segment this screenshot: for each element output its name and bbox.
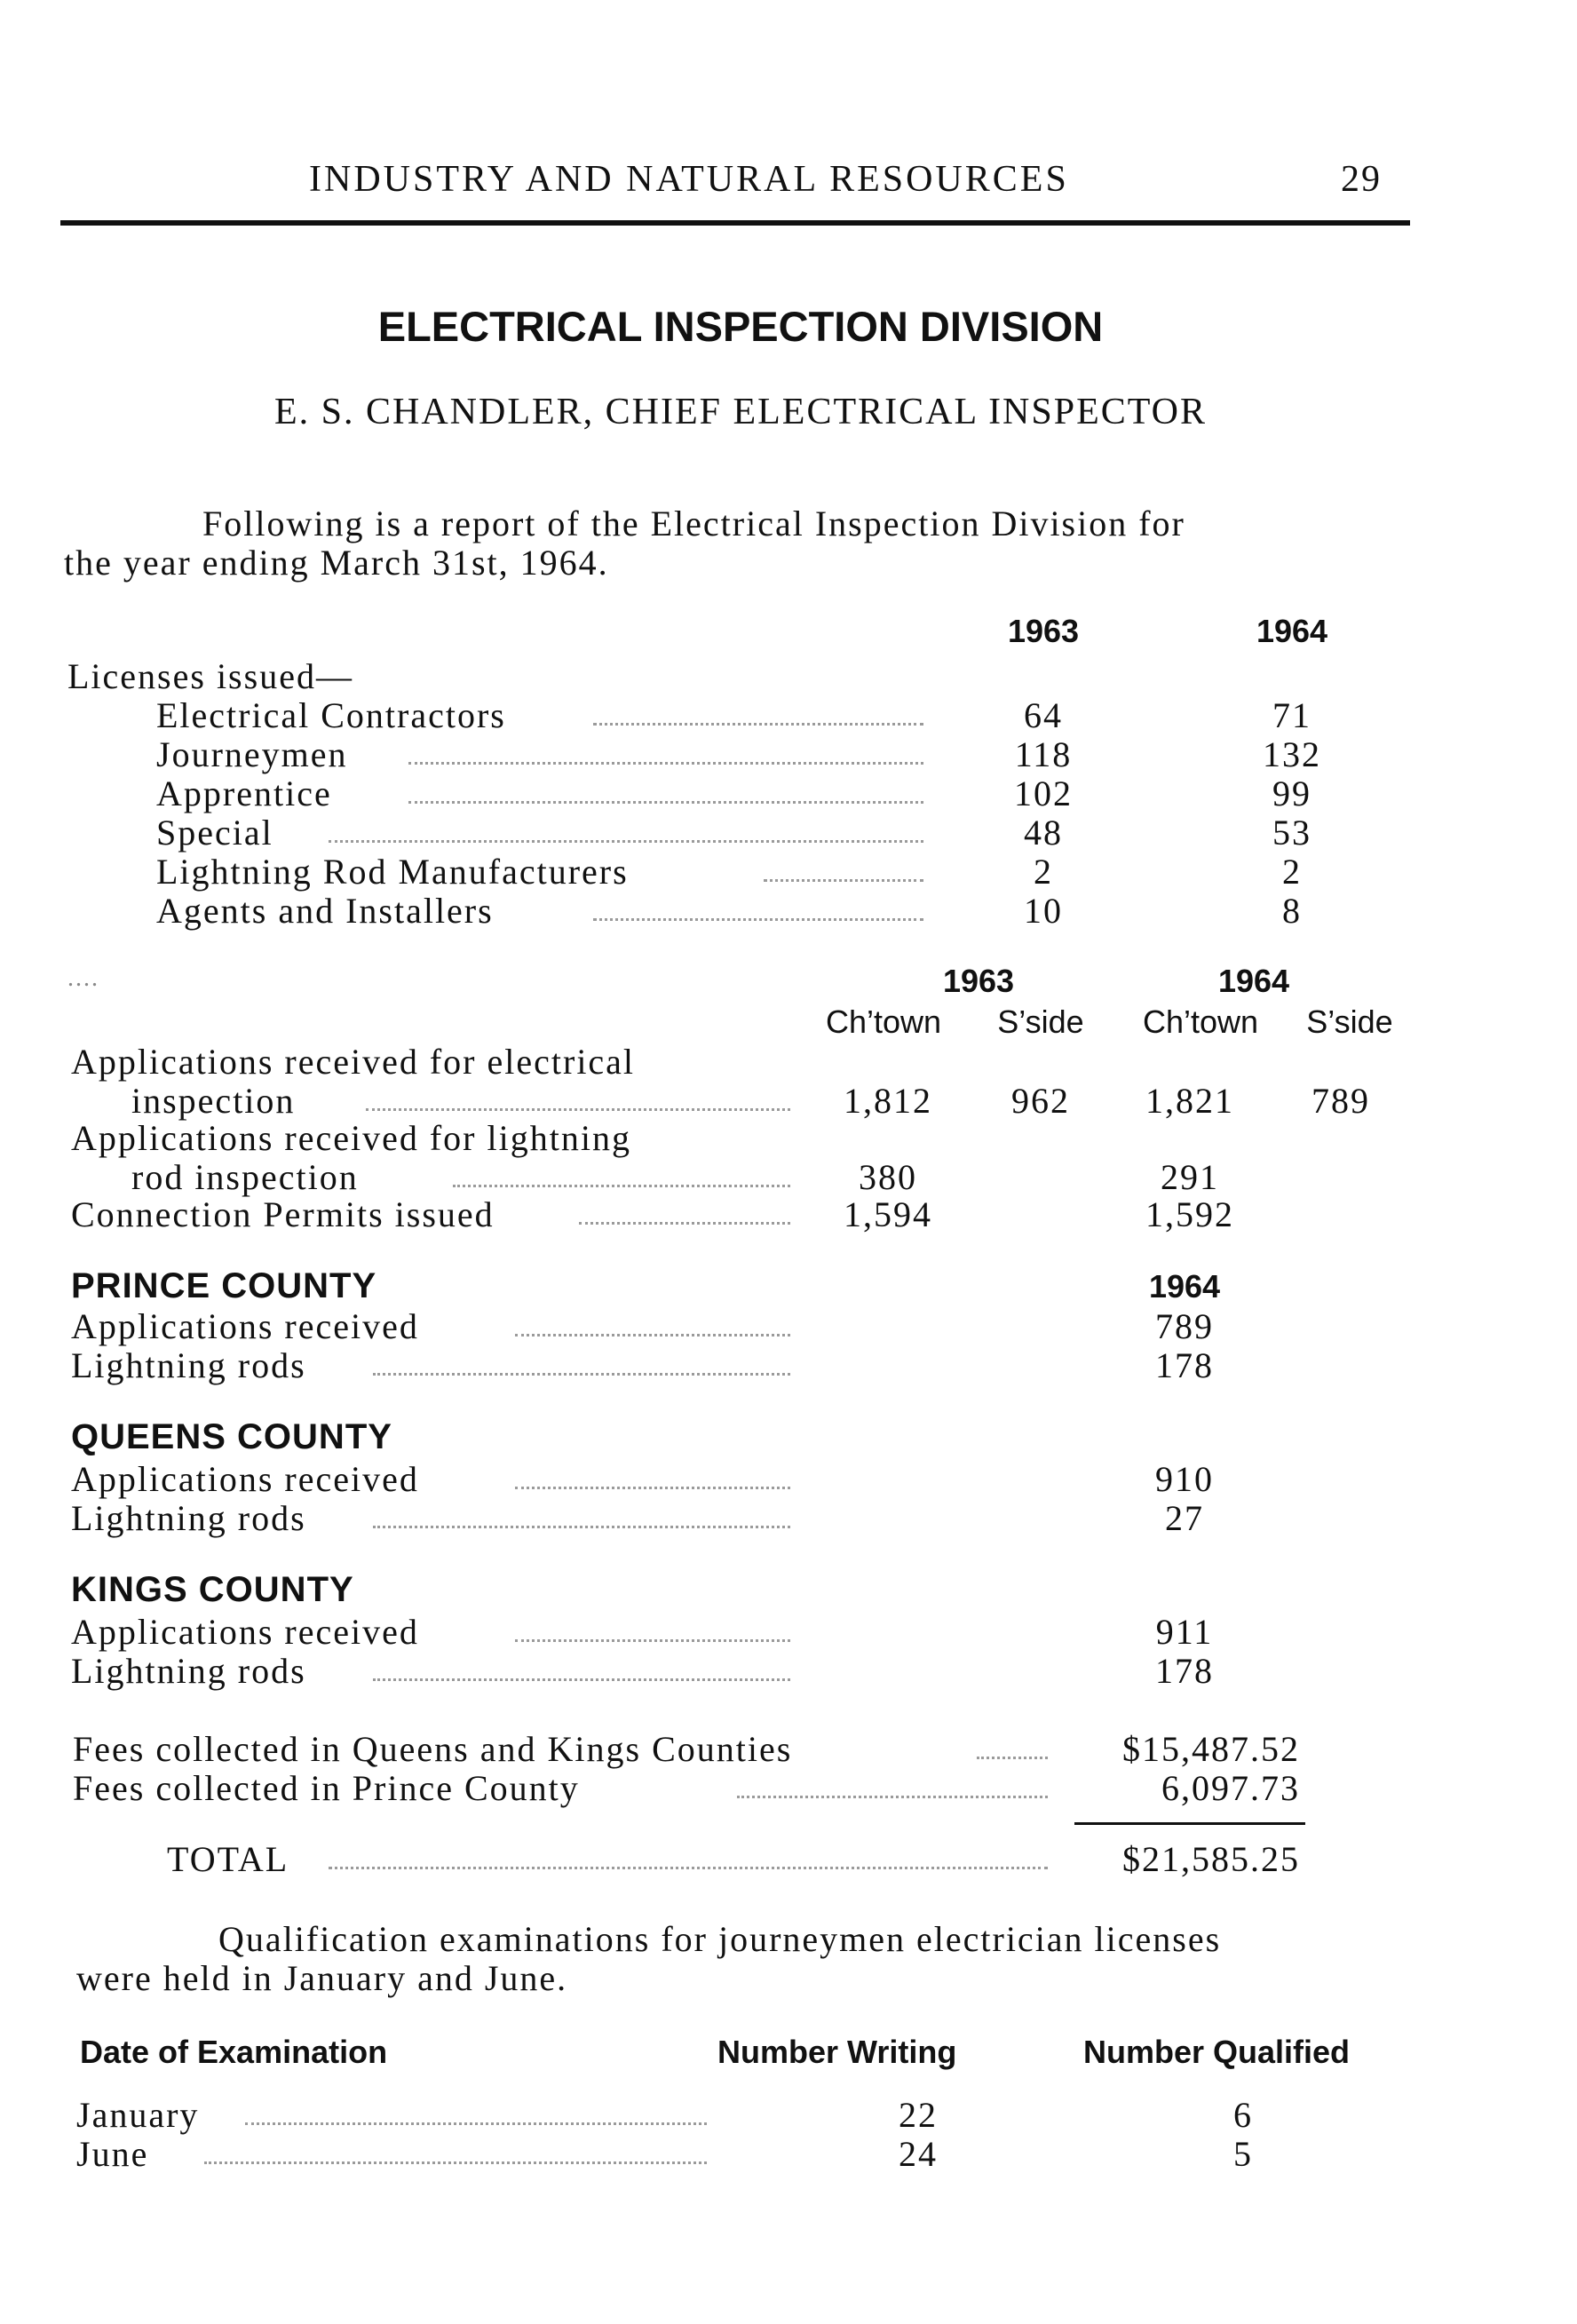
running-title: INDUSTRY AND NATURAL RESOURCES [309, 159, 1069, 200]
leader-dots [408, 801, 923, 804]
license-1963-value: 102 [1014, 773, 1073, 813]
header-date-of-examination: Date of Examination [80, 2034, 388, 2070]
leader-dots [366, 1108, 790, 1111]
value-chtown-1963: 380 [859, 1157, 917, 1197]
exam-writing: 24 [899, 2134, 938, 2174]
header-number-qualified: Number Qualified [1083, 2034, 1351, 2070]
license-1964-value: 132 [1263, 734, 1321, 774]
leader-dots [515, 1334, 790, 1336]
county-row-value: 178 [1155, 1651, 1214, 1691]
header-number-writing: Number Writing [717, 2034, 957, 2070]
county-row-label: Applications received [71, 1612, 419, 1652]
county-row-value: 911 [1155, 1612, 1214, 1652]
license-label: Journeymen [156, 734, 348, 774]
chief-inspector-line: E. S. CHANDLER, CHIEF ELECTRICAL INSPECTOR [273, 392, 1208, 432]
leader-dots [453, 1185, 790, 1187]
application-label-line-1: Applications received for lightning [71, 1118, 631, 1158]
county-name: QUEENS COUNTY [71, 1417, 392, 1456]
leader-dots [204, 2161, 707, 2164]
license-1963-value: 48 [1024, 813, 1063, 853]
license-1964-value: 8 [1282, 891, 1302, 931]
license-label: Lightning Rod Manufacturers [156, 852, 629, 892]
fees-label: Fees collected in Prince County [73, 1768, 580, 1808]
leader-dots [515, 1487, 790, 1489]
license-1963-value: 10 [1024, 891, 1063, 931]
value-sside-1964: 789 [1312, 1081, 1370, 1121]
county-row-value: 178 [1155, 1345, 1214, 1385]
leader-dots [593, 918, 923, 921]
application-label-line-1: Connection Permits issued [71, 1194, 495, 1234]
application-label-line-2: inspection [131, 1081, 296, 1121]
county-row-label: Applications received [71, 1306, 419, 1346]
leader-dots [737, 1796, 1048, 1798]
exams-intro-line-1: Qualification examinations for journeymen electrician licenses [218, 1919, 1222, 1959]
header-rule [60, 220, 1410, 226]
leader-dots [329, 840, 923, 843]
page-number: 29 [1341, 159, 1382, 200]
exam-month: June [76, 2134, 149, 2174]
applications-year-1963: 1963 [942, 963, 1015, 999]
county-row-value: 910 [1155, 1459, 1214, 1499]
license-1964-value: 71 [1272, 695, 1312, 735]
value-chtown-1964: 1,821 [1145, 1081, 1234, 1121]
leader-dots [764, 879, 923, 882]
leader-dots [245, 2122, 707, 2125]
leader-dots [373, 1526, 790, 1528]
subhead-chtown-1963: Ch’town [825, 1003, 942, 1040]
total-value: $21,585.25 [1122, 1839, 1300, 1879]
leader-dots [373, 1373, 790, 1376]
licenses-year-1964: 1964 [1256, 613, 1328, 649]
applications-year-1964: 1964 [1217, 963, 1290, 999]
total-rule [1074, 1822, 1305, 1825]
license-1963-value: 2 [1034, 852, 1053, 892]
license-label: Special [156, 813, 273, 853]
licenses-year-1963: 1963 [1007, 613, 1080, 649]
exam-qualified: 5 [1233, 2134, 1253, 2174]
leader-dots [408, 762, 923, 765]
exams-intro-line-2: were held in January and June. [76, 1958, 568, 1998]
leader-dots [373, 1678, 790, 1681]
county-row-value: 27 [1165, 1498, 1204, 1538]
license-1964-value: 99 [1272, 773, 1312, 813]
county-row-label: Applications received [71, 1459, 419, 1499]
value-chtown-1963: 1,594 [844, 1194, 932, 1234]
fees-value: 6,097.73 [1161, 1768, 1300, 1808]
subhead-chtown-1964: Ch’town [1142, 1003, 1259, 1040]
division-title: ELECTRICAL INSPECTION DIVISION [377, 303, 1104, 350]
leader-dots [579, 1222, 790, 1225]
value-sside-1963: 962 [1011, 1081, 1070, 1121]
leader-dots [329, 1867, 1048, 1869]
application-label-line-2: rod inspection [131, 1157, 359, 1197]
fees-label: Fees collected in Queens and Kings Counties [73, 1729, 793, 1769]
county-row-label: Lightning rods [71, 1498, 306, 1538]
leader-dots [593, 723, 923, 726]
fees-value: $15,487.52 [1122, 1729, 1300, 1769]
exam-writing: 22 [899, 2095, 938, 2135]
license-1964-value: 2 [1282, 852, 1302, 892]
exam-month: January [76, 2095, 200, 2135]
county-name: KINGS COUNTY [71, 1570, 354, 1609]
value-chtown-1964: 291 [1161, 1157, 1219, 1197]
license-label: Agents and Installers [156, 891, 494, 931]
intro-line-2: the year ending March 31st, 1964. [64, 543, 609, 583]
county-row-label: Lightning rods [71, 1651, 306, 1691]
county-row-label: Lightning rods [71, 1345, 306, 1385]
license-1963-value: 64 [1024, 695, 1063, 735]
county-row-value: 789 [1155, 1306, 1214, 1346]
intro-line-1: Following is a report of the Electrical Inspection Division for [202, 504, 1185, 543]
subhead-sside-1963: S’side [997, 1003, 1084, 1040]
leading-dots: .... [67, 964, 99, 992]
county-name: PRINCE COUNTY [71, 1266, 377, 1305]
subhead-sside-1964: S’side [1306, 1003, 1393, 1040]
value-chtown-1963: 1,812 [844, 1081, 932, 1121]
value-chtown-1964: 1,592 [1145, 1194, 1234, 1234]
license-label: Electrical Contractors [156, 695, 506, 735]
license-1963-value: 118 [1014, 734, 1073, 774]
license-1964-value: 53 [1272, 813, 1312, 853]
license-label: Apprentice [156, 773, 332, 813]
counties-year: 1964 [1148, 1268, 1221, 1305]
total-label: TOTAL [167, 1839, 289, 1879]
licenses-heading: Licenses issued— [67, 656, 353, 696]
exam-qualified: 6 [1233, 2095, 1253, 2135]
leader-dots [977, 1757, 1048, 1759]
leader-dots [515, 1639, 790, 1642]
application-label-line-1: Applications received for electrical [71, 1042, 636, 1082]
